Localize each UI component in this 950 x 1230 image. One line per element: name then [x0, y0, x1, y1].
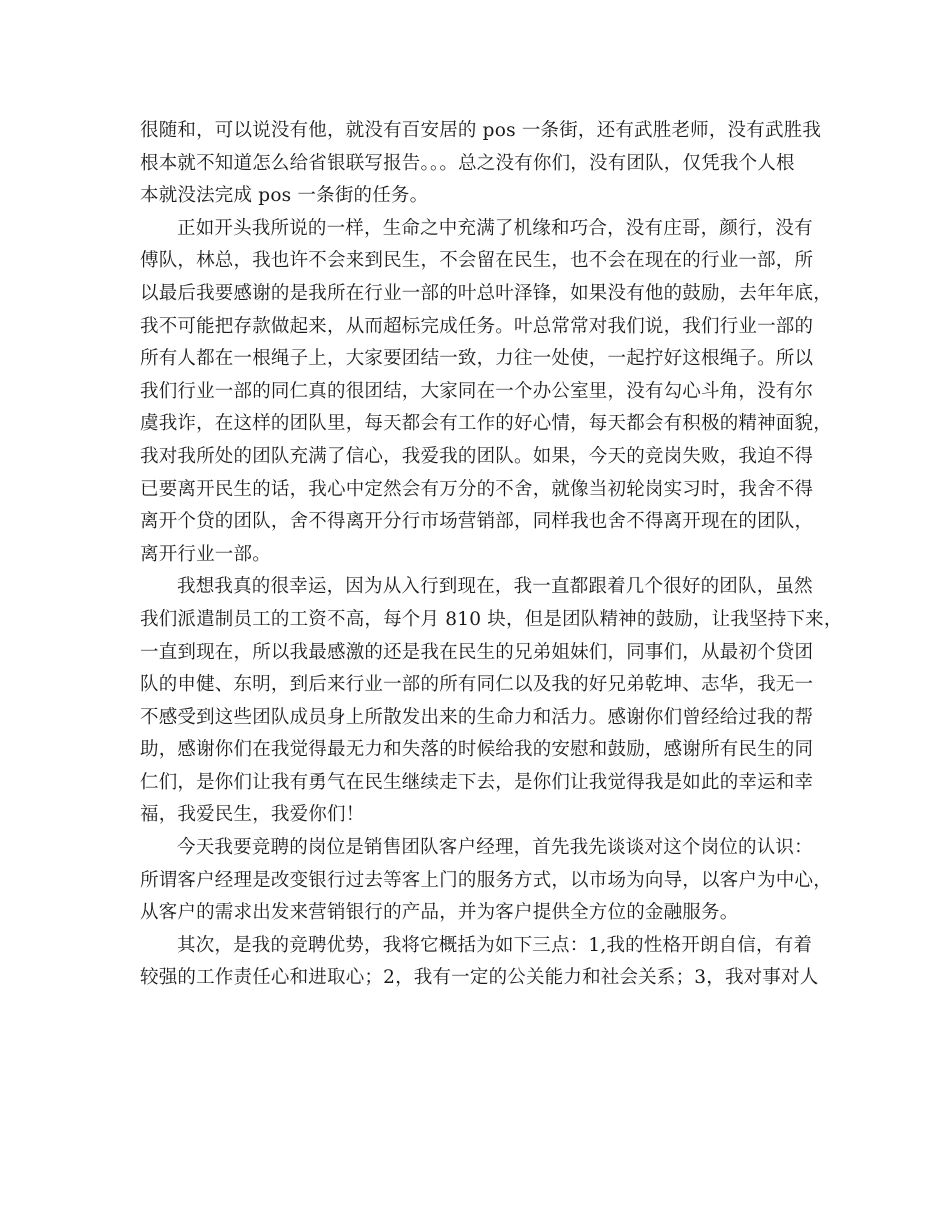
text-line: 很随和，可以说没有他，就没有百安居的 pos 一条街，还有武胜老师，没有武胜我: [140, 120, 822, 141]
text-line: 以最后我要感谢的是我所在行业一部的叶总叶泽锋，如果没有他的鼓励，去年年底，: [140, 282, 832, 304]
text-line: 从客户的需求出发来营销银行的产品，并为客户提供全方位的金融服务。: [140, 902, 739, 924]
paragraph-first-line: 我想我真的很幸运，因为从入行到现在，我一直都跟着几个很好的团队，虽然: [177, 576, 813, 598]
body-text: [140, 115, 843, 995]
text-line: 我们行业一部的同仁真的很团结，大家同在一个办公室里，没有勾心斗角，没有尔: [140, 380, 814, 402]
paragraph-first-line: 正如开头我所说的一样，生命之中充满了机缘和巧合，没有庄哥，颜行，没有: [177, 217, 813, 239]
text-line: 傅队，林总，我也许不会来到民生，不会留在民生，也不会在现在的行业一部，所: [140, 250, 814, 272]
text-line: 本就没法完成 pos 一条街的任务。: [140, 185, 429, 207]
text-line: 根本就不知道怎么给省银联写报告。。。总之没有你们，没有团队，仅凭我个人根: [140, 152, 795, 174]
text-line: 虞我诈，在这样的团队里，每天都会有工作的好心情，每天都会有积极的精神面貌，: [140, 413, 832, 435]
text-line: 我不可能把存款做起来，从而超标完成任务。叶总常常对我们说，我们行业一部的: [140, 315, 814, 337]
text-line: 福，我爱民生，我爱你们！: [140, 804, 365, 826]
text-line: 已要离开民生的话，我心中定然会有万分的不舍，就像当初轮岗实习时，我舍不得: [140, 478, 814, 500]
text-line: 助，感谢你们在我觉得最无力和失落的时候给我的安慰和鼓励，感谢所有民生的同: [140, 739, 814, 761]
text-line: 一直到现在，所以我最感激的还是我在民生的兄弟姐妹们，同事们，从最初个贷团: [140, 641, 814, 663]
text-line: 仁们，是你们让我有勇气在民生继续走下去，是你们让我觉得我是如此的幸运和幸: [140, 771, 814, 793]
text-line: 离开行业一部。: [140, 543, 271, 565]
paragraph-first-line: 今天我要竞聘的岗位是销售团队客户经理，首先我先谈谈对这个岗位的认识：: [177, 837, 813, 859]
text-line: 所有人都在一根绳子上，大家要团结一致，力往一处使，一起拧好这根绳子。所以: [140, 348, 814, 370]
text-line: 不感受到这些团队成员身上所散发出来的生命力和活力。感谢你们曾经给过我的帮: [140, 706, 814, 728]
text-line: 队的申健、东明，到后来行业一部的所有同仁以及我的好兄弟乾坤、志华，我无一: [140, 674, 814, 696]
text-line: 离开个贷的团队，舍不得离开分行市场营销部，同样我也舍不得离开现在的团队，: [140, 511, 814, 533]
text-line: 较强的工作责任心和进取心；2，我有一定的公关能力和社会关系；3，我对事对人: [140, 967, 819, 989]
text-line: 我们派遣制员工的工资不高，每个月 810 块，但是团队精神的鼓励，让我坚持下来，: [140, 608, 843, 630]
paragraph-first-line: 其次，是我的竞聘优势，我将它概括为如下三点：1,我的性格开朗自信，有着: [177, 934, 813, 956]
text-line: 我对我所处的团队充满了信心，我爱我的团队。如果，今天的竞岗失败，我迫不得: [140, 445, 814, 467]
text-line: 所谓客户经理是改变银行过去等客上门的服务方式，以市场为向导，以客户为中心，: [140, 869, 832, 891]
